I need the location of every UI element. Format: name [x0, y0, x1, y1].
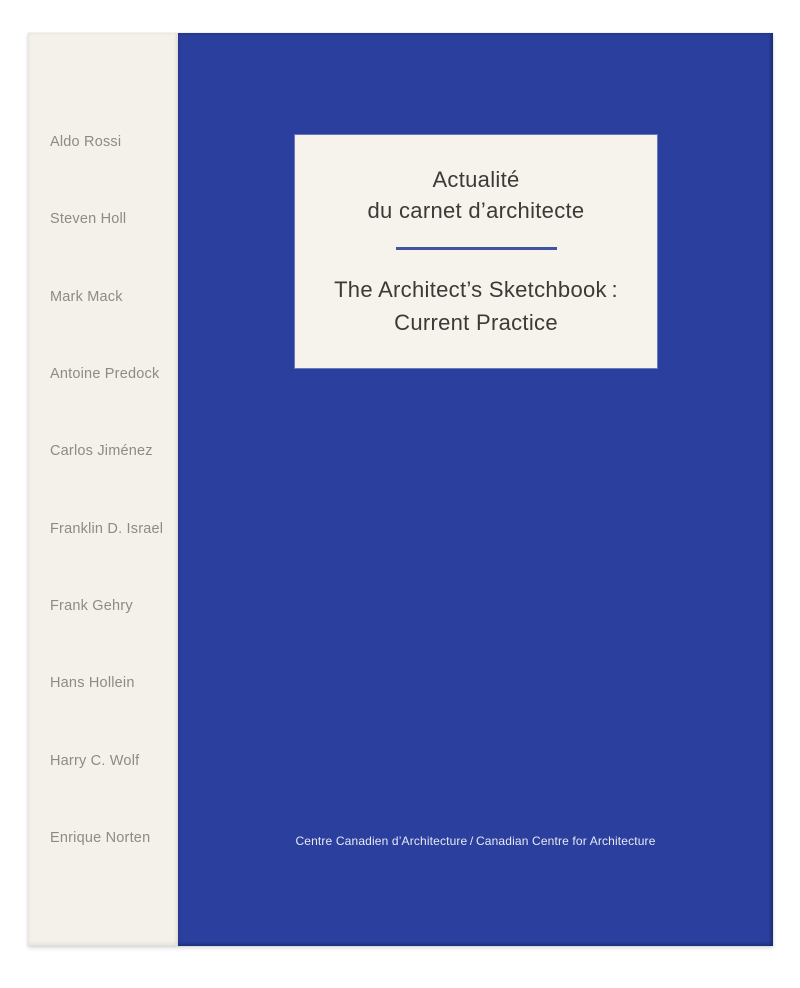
title-english-line1: The Architect’s Sketchbook : — [334, 277, 618, 302]
book-cover — [28, 33, 773, 946]
architect-name: Steven Holl — [50, 211, 127, 228]
architect-name: Frank Gehry — [50, 597, 133, 614]
architect-name: Aldo Rossi — [50, 134, 122, 150]
architect-name: Mark Mack — [50, 288, 123, 305]
title-divider-line — [396, 247, 557, 250]
architect-name: Hans Hollein — [50, 675, 135, 692]
title-french-line2: du carnet d’architecte — [367, 198, 585, 223]
title-box — [295, 135, 657, 368]
architect-name: Carlos Jiménez — [50, 443, 153, 460]
title-english-line2: Current Practice — [394, 310, 558, 335]
publisher-line: Centre Canadien d’Architecture / Canadian Centre for Architecture — [295, 834, 656, 848]
title-french — [368, 164, 585, 226]
cover-front — [178, 33, 773, 946]
architect-name: Antoine Predock — [50, 365, 160, 382]
architect-name: Harry C. Wolf — [50, 752, 140, 769]
spine-strip — [28, 33, 178, 946]
title-french-line1: Actualité — [432, 167, 520, 192]
architect-names-list — [50, 133, 174, 847]
title-english — [334, 273, 618, 339]
architect-name: Franklin D. Israel — [50, 520, 164, 537]
architect-name: Enrique Norten — [50, 829, 151, 846]
